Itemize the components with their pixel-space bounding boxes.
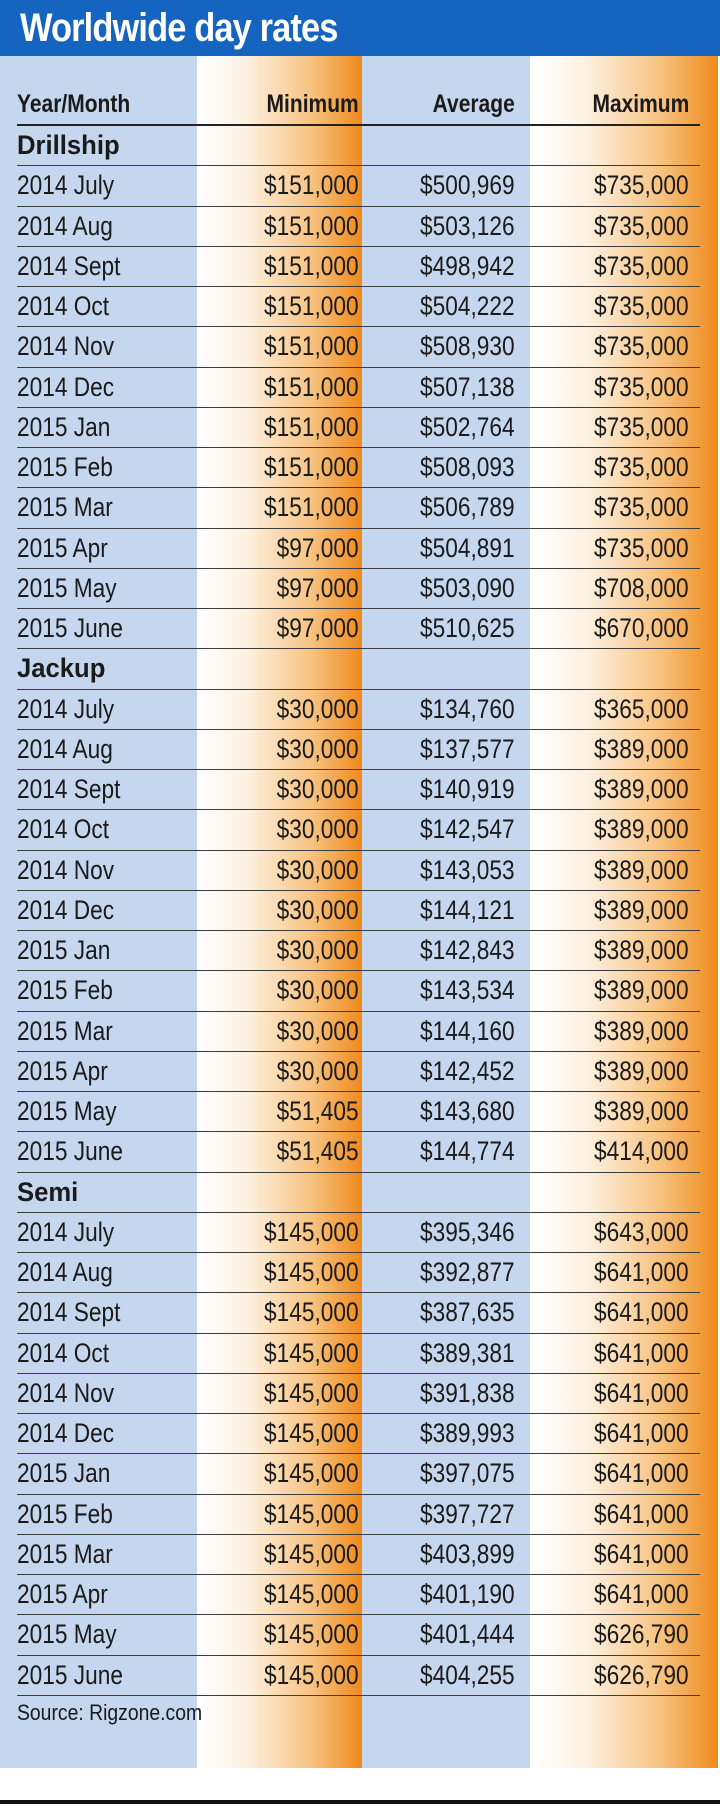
cell-year-month: 2014 Sept <box>17 250 121 281</box>
cell-maximum: $641,000 <box>594 1458 689 1489</box>
table-row <box>17 851 700 891</box>
table-row <box>17 1495 700 1535</box>
cell-average: $142,547 <box>420 814 515 845</box>
cell-maximum: $708,000 <box>594 572 689 603</box>
cell-year-month: 2014 Aug <box>17 1257 113 1288</box>
cell-minimum: $30,000 <box>277 693 359 724</box>
cell-year-month: 2015 Feb <box>17 975 113 1006</box>
cell-average: $403,899 <box>420 1538 515 1569</box>
cell-year-month: 2015 Mar <box>17 1015 113 1046</box>
cell-year-month: 2014 Dec <box>17 1418 115 1449</box>
cell-average: $387,635 <box>420 1297 515 1328</box>
cell-average: $143,534 <box>420 975 515 1006</box>
table-row <box>17 448 700 488</box>
cell-maximum: $641,000 <box>594 1337 689 1368</box>
cell-minimum: $30,000 <box>277 814 359 845</box>
cell-maximum: $389,000 <box>594 774 689 805</box>
cell-year-month: 2015 May <box>17 1096 117 1127</box>
section-header-semi <box>17 1173 700 1213</box>
cell-maximum: $641,000 <box>594 1377 689 1408</box>
cell-maximum: $414,000 <box>594 1136 689 1167</box>
cell-maximum: $389,000 <box>594 975 689 1006</box>
cell-maximum: $735,000 <box>594 170 689 201</box>
cell-maximum: $389,000 <box>594 1055 689 1086</box>
cell-average: $142,452 <box>420 1055 515 1086</box>
table-row <box>17 368 700 408</box>
cell-maximum: $389,000 <box>594 1015 689 1046</box>
cell-average: $401,190 <box>420 1579 515 1610</box>
table-row <box>17 1213 700 1253</box>
cell-minimum: $97,000 <box>277 532 359 563</box>
cell-average: $389,993 <box>420 1418 515 1449</box>
cell-maximum: $389,000 <box>594 935 689 966</box>
cell-year-month: 2014 Nov <box>17 331 115 362</box>
cell-minimum: $145,000 <box>264 1377 359 1408</box>
table-row <box>17 1575 700 1615</box>
table-row <box>17 1414 700 1454</box>
table-row <box>17 1293 700 1333</box>
cell-year-month: 2014 Aug <box>17 210 113 241</box>
cell-minimum: $145,000 <box>264 1458 359 1489</box>
cell-average: $134,760 <box>420 693 515 724</box>
cell-minimum: $151,000 <box>264 291 359 322</box>
cell-year-month: 2014 Sept <box>17 1297 121 1328</box>
cell-year-month: 2015 Apr <box>17 532 108 563</box>
cell-average: $389,381 <box>420 1337 515 1368</box>
cell-minimum: $145,000 <box>264 1619 359 1650</box>
chart-title: Worldwide day rates <box>20 6 338 50</box>
cell-maximum: $389,000 <box>594 814 689 845</box>
cell-year-month: 2014 Aug <box>17 733 113 764</box>
cell-maximum: $641,000 <box>594 1257 689 1288</box>
cell-year-month: 2014 Sept <box>17 774 121 805</box>
table-row <box>17 1454 700 1494</box>
cell-average: $508,930 <box>420 331 515 362</box>
section-label: Drillship <box>17 130 120 161</box>
cell-minimum: $30,000 <box>277 975 359 1006</box>
cell-average: $144,774 <box>420 1136 515 1167</box>
cell-year-month: 2014 July <box>17 693 115 724</box>
cell-year-month: 2015 May <box>17 1619 117 1650</box>
cell-average: $404,255 <box>420 1659 515 1690</box>
cell-minimum: $97,000 <box>277 613 359 644</box>
cell-minimum: $151,000 <box>264 411 359 442</box>
cell-minimum: $30,000 <box>277 1015 359 1046</box>
cell-average: $500,969 <box>420 170 515 201</box>
cell-year-month: 2015 June <box>17 1136 123 1167</box>
table-row <box>17 247 700 287</box>
cell-average: $506,789 <box>420 492 515 523</box>
cell-minimum: $145,000 <box>264 1538 359 1569</box>
cell-minimum: $151,000 <box>264 331 359 362</box>
cell-maximum: $641,000 <box>594 1297 689 1328</box>
cell-average: $397,727 <box>420 1498 515 1529</box>
cell-minimum: $145,000 <box>264 1257 359 1288</box>
source-note: Source: Rigzone.com <box>17 1700 203 1725</box>
cell-year-month: 2014 Nov <box>17 1377 115 1408</box>
section-header-jackup <box>17 649 700 689</box>
table-row <box>17 891 700 931</box>
table-row <box>17 1656 700 1696</box>
cell-average: $508,093 <box>420 452 515 483</box>
header-average: Average <box>432 89 515 118</box>
table-row <box>17 1334 700 1374</box>
cell-maximum: $641,000 <box>594 1538 689 1569</box>
cell-year-month: 2015 Jan <box>17 935 111 966</box>
cell-maximum: $626,790 <box>594 1659 689 1690</box>
table-row <box>17 287 700 327</box>
table-row <box>17 971 700 1011</box>
table-row <box>17 529 700 569</box>
cell-year-month: 2015 Jan <box>17 1458 111 1489</box>
table-row <box>17 770 700 810</box>
table-row <box>17 690 700 730</box>
cell-year-month: 2015 Mar <box>17 492 113 523</box>
cell-average: $140,919 <box>420 774 515 805</box>
cell-maximum: $735,000 <box>594 492 689 523</box>
cell-minimum: $145,000 <box>264 1337 359 1368</box>
cell-average: $502,764 <box>420 411 515 442</box>
cell-maximum: $389,000 <box>594 733 689 764</box>
cell-average: $142,843 <box>420 935 515 966</box>
cell-maximum: $389,000 <box>594 854 689 885</box>
cell-maximum: $735,000 <box>594 250 689 281</box>
table-row <box>17 1092 700 1132</box>
cell-minimum: $30,000 <box>277 935 359 966</box>
cell-average: $144,121 <box>420 894 515 925</box>
cell-minimum: $51,405 <box>277 1096 359 1127</box>
table-row <box>17 569 700 609</box>
cell-minimum: $151,000 <box>264 492 359 523</box>
header-maximum: Maximum <box>592 89 689 118</box>
cell-average: $504,891 <box>420 532 515 563</box>
table-row <box>17 730 700 770</box>
cell-year-month: 2015 June <box>17 1659 123 1690</box>
cell-year-month: 2015 Mar <box>17 1538 113 1569</box>
cell-maximum: $641,000 <box>594 1579 689 1610</box>
cell-maximum: $735,000 <box>594 331 689 362</box>
table-row <box>17 1012 700 1052</box>
cell-minimum: $145,000 <box>264 1297 359 1328</box>
table-header <box>17 84 700 126</box>
section-label: Semi <box>17 1176 79 1207</box>
table-row <box>17 1052 700 1092</box>
cell-minimum: $151,000 <box>264 170 359 201</box>
table-row <box>17 931 700 971</box>
cell-average: $507,138 <box>420 371 515 402</box>
cell-maximum: $735,000 <box>594 411 689 442</box>
title-bar <box>0 0 720 56</box>
table-row <box>17 810 700 850</box>
cell-year-month: 2014 July <box>17 170 115 201</box>
cell-year-month: 2015 June <box>17 613 123 644</box>
cell-minimum: $97,000 <box>277 572 359 603</box>
cell-maximum: $670,000 <box>594 613 689 644</box>
cell-average: $391,838 <box>420 1377 515 1408</box>
cell-minimum: $145,000 <box>264 1216 359 1247</box>
cell-minimum: $30,000 <box>277 733 359 764</box>
table-row <box>17 1132 700 1172</box>
table-row <box>17 166 700 206</box>
cell-average: $503,090 <box>420 572 515 603</box>
cell-year-month: 2014 Oct <box>17 814 110 845</box>
cell-maximum: $735,000 <box>594 210 689 241</box>
cell-average: $510,625 <box>420 613 515 644</box>
cell-year-month: 2015 Apr <box>17 1055 108 1086</box>
cell-average: $144,160 <box>420 1015 515 1046</box>
cell-maximum: $389,000 <box>594 894 689 925</box>
cell-year-month: 2015 May <box>17 572 117 603</box>
header-year-month: Year/Month <box>17 89 131 118</box>
cell-minimum: $145,000 <box>264 1418 359 1449</box>
cell-year-month: 2015 Feb <box>17 1498 113 1529</box>
day-rates-table <box>17 84 700 1696</box>
cell-maximum: $735,000 <box>594 291 689 322</box>
cell-average: $498,942 <box>420 250 515 281</box>
table-row <box>17 408 700 448</box>
table-row <box>17 1535 700 1575</box>
cell-minimum: $151,000 <box>264 250 359 281</box>
cell-minimum: $51,405 <box>277 1136 359 1167</box>
cell-maximum: $626,790 <box>594 1619 689 1650</box>
cell-year-month: 2014 Oct <box>17 1337 110 1368</box>
table-row <box>17 609 700 649</box>
cell-maximum: $643,000 <box>594 1216 689 1247</box>
cell-average: $143,680 <box>420 1096 515 1127</box>
section-header-drillship <box>17 126 700 166</box>
cell-maximum: $641,000 <box>594 1418 689 1449</box>
section-label: Jackup <box>17 653 106 684</box>
table-row <box>17 1253 700 1293</box>
cell-average: $143,053 <box>420 854 515 885</box>
table-row <box>17 1374 700 1414</box>
cell-average: $503,126 <box>420 210 515 241</box>
table-row <box>17 1615 700 1655</box>
cell-minimum: $151,000 <box>264 210 359 241</box>
header-minimum: Minimum <box>266 89 359 118</box>
cell-minimum: $30,000 <box>277 894 359 925</box>
cell-minimum: $30,000 <box>277 1055 359 1086</box>
cell-average: $401,444 <box>420 1619 515 1650</box>
table-row <box>17 488 700 528</box>
cell-maximum: $365,000 <box>594 693 689 724</box>
cell-minimum: $145,000 <box>264 1579 359 1610</box>
cell-maximum: $735,000 <box>594 532 689 563</box>
cell-year-month: 2014 Dec <box>17 371 115 402</box>
cell-year-month: 2014 Nov <box>17 854 115 885</box>
cell-average: $392,877 <box>420 1257 515 1288</box>
cell-average: $395,346 <box>420 1216 515 1247</box>
cell-year-month: 2014 Oct <box>17 291 110 322</box>
cell-minimum: $30,000 <box>277 774 359 805</box>
cell-average: $397,075 <box>420 1458 515 1489</box>
table-row <box>17 327 700 367</box>
cell-maximum: $389,000 <box>594 1096 689 1127</box>
cell-maximum: $735,000 <box>594 371 689 402</box>
cell-year-month: 2015 Apr <box>17 1579 108 1610</box>
cell-minimum: $30,000 <box>277 854 359 885</box>
cell-minimum: $145,000 <box>264 1498 359 1529</box>
cell-minimum: $151,000 <box>264 452 359 483</box>
cell-minimum: $151,000 <box>264 371 359 402</box>
cell-maximum: $735,000 <box>594 452 689 483</box>
table-body <box>17 126 700 1696</box>
cell-year-month: 2015 Feb <box>17 452 113 483</box>
cell-year-month: 2014 Dec <box>17 894 115 925</box>
cell-maximum: $641,000 <box>594 1498 689 1529</box>
cell-year-month: 2014 July <box>17 1216 115 1247</box>
cell-minimum: $145,000 <box>264 1659 359 1690</box>
cell-average: $137,577 <box>420 733 515 764</box>
bottom-divider <box>0 1800 720 1804</box>
table-row <box>17 207 700 247</box>
cell-average: $504,222 <box>420 291 515 322</box>
cell-year-month: 2015 Jan <box>17 411 111 442</box>
